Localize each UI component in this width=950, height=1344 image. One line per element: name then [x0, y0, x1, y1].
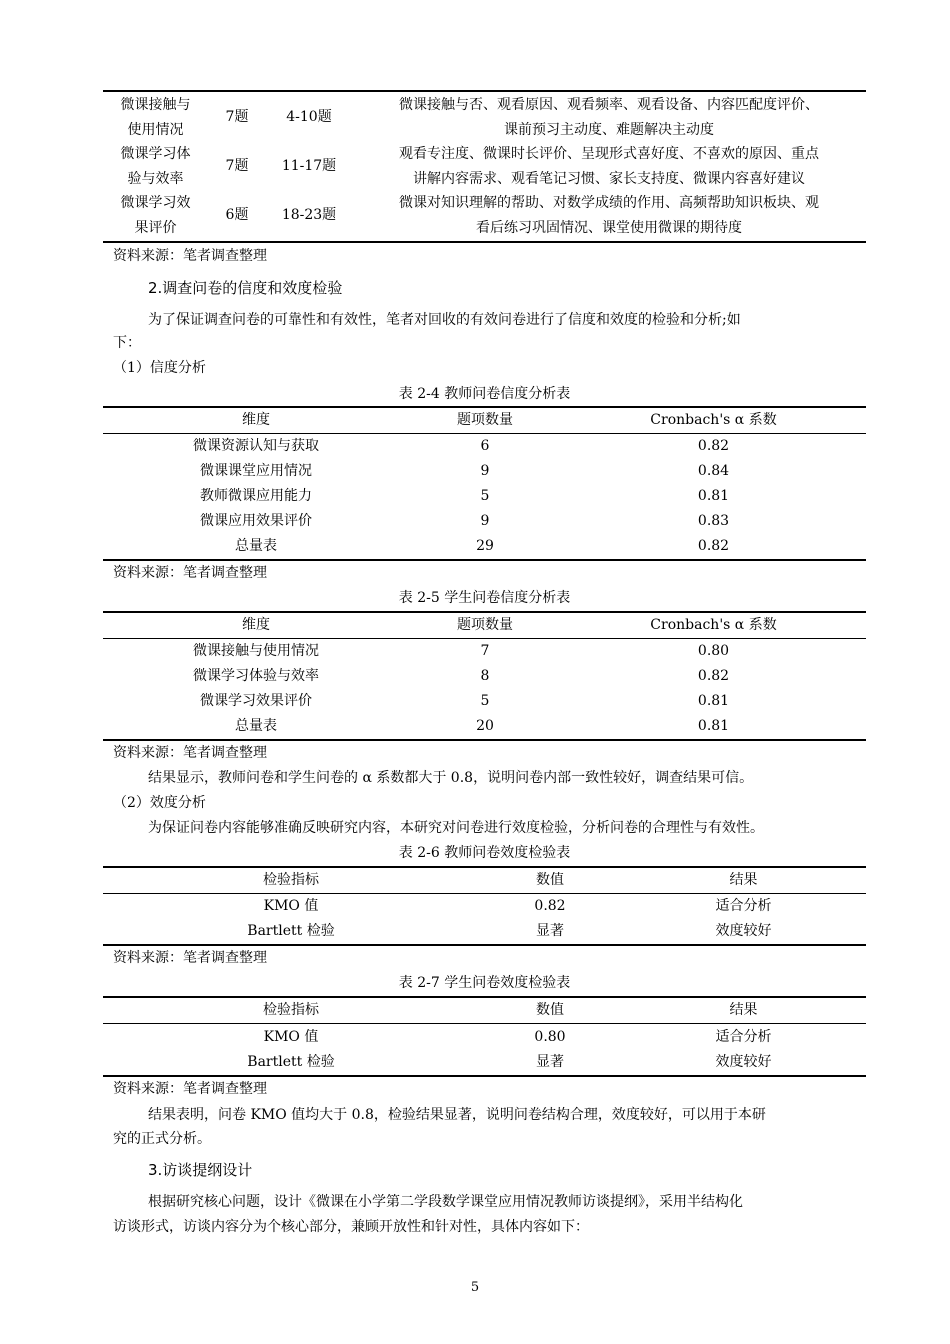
table-cell: 0.84 [697, 463, 730, 479]
table-cell: 20 [476, 718, 494, 734]
table-cell: 7题 [225, 158, 249, 174]
table-cell: 微课接触与使用情况 [193, 643, 319, 659]
table-cell: 7题 [225, 109, 249, 125]
table-cell: 微课学习效果评价 [200, 693, 312, 709]
table-source: 资料来源：笔者调查整理 [113, 565, 267, 581]
table-cell: 观看专注度、微课时长评价、呈现形式喜好度、不喜欢的原因、重点 [399, 146, 819, 162]
table-cell: 讲解内容需求、观看笔记习惯、家长支持度、微课内容喜好建议 [413, 171, 805, 187]
table-header: 结果 [729, 1002, 758, 1018]
table-cell: 9 [480, 463, 490, 479]
table-source: 资料来源：笔者调查整理 [113, 950, 267, 966]
table-cell: 0.82 [697, 668, 730, 684]
table-cell: 果评价 [134, 220, 177, 236]
table-cell: 微课学习体验与效率 [193, 668, 319, 684]
table-cell: KMO 值 [263, 1029, 319, 1045]
table-cell: 29 [476, 538, 494, 554]
table-cell: 效度较好 [715, 923, 772, 939]
subsection-label: （2）效度分析 [113, 795, 206, 811]
table-cell: 微课应用效果评价 [200, 513, 312, 529]
table-header: 维度 [242, 412, 270, 428]
table-cell: 显著 [536, 923, 564, 939]
table-cell: 0.81 [697, 693, 730, 709]
table-cell: 0.83 [697, 513, 730, 529]
table-cell: 总量表 [235, 538, 277, 554]
table-cell: 适合分析 [715, 898, 772, 914]
table-cell: 0.81 [697, 718, 730, 734]
table-cell: 微课学习效 [120, 195, 191, 211]
table-cell: Bartlett 检验 [247, 923, 335, 939]
table-caption: 表 2-7 学生问卷效度检验表 [398, 975, 571, 991]
table-cell: 适合分析 [715, 1029, 772, 1045]
table-cell: 5 [480, 488, 490, 504]
table-cell: KMO 值 [263, 898, 319, 914]
table-cell: 9 [480, 513, 490, 529]
table-cell: 微课课堂应用情况 [200, 463, 312, 479]
table-cell: 11-17题 [281, 158, 337, 174]
paragraph: 究的正式分析。 [113, 1131, 211, 1147]
table-source: 资料来源：笔者调查整理 [113, 745, 267, 761]
table-cell: 微课接触与否、观看原因、观看频率、观看设备、内容匹配度评价、 [399, 97, 819, 113]
table-bottom-rule [103, 241, 866, 243]
paragraph: 下： [113, 335, 141, 351]
table-caption: 表 2-6 教师问卷效度检验表 [398, 845, 571, 861]
table-cell: Bartlett 检验 [247, 1054, 335, 1070]
table-source: 资料来源：笔者调查整理 [113, 248, 267, 264]
paragraph: 为了保证调查问卷的可靠性和有效性，笔者对回收的有效问卷进行了信度和效度的检验和分析;如 [148, 312, 741, 328]
table-cell: 微课学习体 [120, 146, 191, 162]
table-cell: 6题 [225, 207, 249, 223]
table-cell: 7 [480, 643, 490, 659]
table-cell: 使用情况 [127, 122, 184, 138]
section-heading: 3.访谈提纲设计 [148, 1161, 253, 1179]
table-header: 检验指标 [263, 1002, 319, 1018]
table-cell: 0.81 [697, 488, 730, 504]
table-header: 题项数量 [457, 617, 513, 633]
table-cell: 验与效率 [127, 171, 184, 187]
table-header: 检验指标 [263, 872, 319, 888]
paragraph: 结果表明，问卷 KMO 值均大于 0.8，检验结果显著，说明问卷结构合理，效度较好，可以用于本研 [148, 1107, 766, 1123]
table-caption: 表 2-5 学生问卷信度分析表 [398, 590, 571, 606]
paragraph: 结果显示，教师问卷和学生问卷的 α 系数都大于 0.8，说明问卷内部一致性较好，调查结果可信。 [148, 770, 754, 786]
table-header: 数值 [536, 872, 564, 888]
table-cell: 6 [480, 438, 490, 454]
table-header-rule [103, 1023, 866, 1024]
page-number: 5 [470, 1280, 480, 1295]
table-header: 数值 [536, 1002, 564, 1018]
table-cell: 4-10题 [286, 109, 332, 125]
table-cell: 0.80 [534, 1029, 566, 1045]
table-caption: 表 2-4 教师问卷信度分析表 [398, 386, 571, 402]
paragraph: 访谈形式，访谈内容分为个核心部分，兼顾开放性和针对性，具体内容如下： [113, 1219, 589, 1235]
subsection-label: （1）信度分析 [113, 360, 206, 376]
table-cell: 教师微课应用能力 [200, 488, 312, 504]
table-source: 资料来源：笔者调查整理 [113, 1081, 267, 1097]
table-cell: 0.82 [697, 438, 730, 454]
table-cell: 8 [480, 668, 490, 684]
table-cell: 微课接触与 [120, 97, 191, 113]
paragraph: 为保证问卷内容能够准确反映研究内容，本研究对问卷进行效度检验，分析问卷的合理性与有效性。 [148, 820, 764, 836]
table-header: Cronbach's α 系数 [650, 617, 777, 633]
table-cell: 总量表 [235, 718, 277, 734]
table-header: Cronbach's α 系数 [650, 412, 777, 428]
section-heading: 2.调查问卷的信度和效度检验 [148, 279, 343, 297]
table-header: 维度 [242, 617, 270, 633]
table-header: 结果 [729, 872, 758, 888]
table-cell: 0.82 [697, 538, 730, 554]
table-cell: 看后练习巩固情况、课堂使用微课的期待度 [476, 220, 742, 236]
paragraph: 根据研究核心问题，设计《微课在小学第二学段数学课堂应用情况教师访谈提纲》，采用半结构化 [148, 1194, 743, 1210]
table-cell: 微课对知识理解的帮助、对数学成绩的作用、高频帮助知识板块、观 [399, 195, 819, 211]
table-cell: 课前预习主动度、难题解决主动度 [504, 122, 714, 138]
table-cell: 效度较好 [715, 1054, 772, 1070]
table-cell: 显著 [536, 1054, 564, 1070]
table-cell: 微课资源认知与获取 [193, 438, 319, 454]
table-cell: 5 [480, 693, 490, 709]
table-cell: 0.80 [697, 643, 730, 659]
table-cell: 18-23题 [281, 207, 337, 223]
table-cell: 0.82 [534, 898, 566, 914]
table-top-rule [103, 90, 866, 92]
table-header: 题项数量 [457, 412, 513, 428]
